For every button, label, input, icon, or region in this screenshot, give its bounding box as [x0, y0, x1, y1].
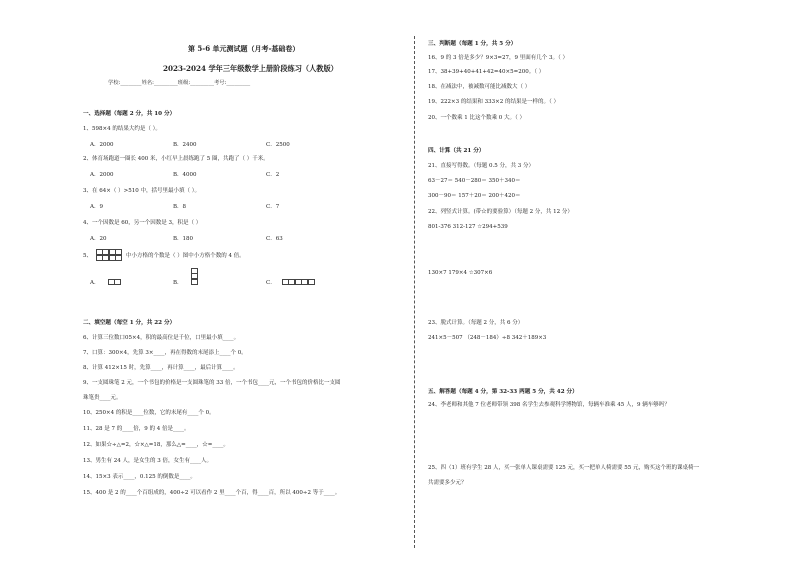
question-16: 16、9 的 3 倍是多少？9×3=27，9 里面有几个 3。（ ） — [428, 55, 568, 61]
question-13: 13、男生有 24 人，是女生的 3 倍，女生有____人。 — [83, 458, 212, 464]
question-17: 17、38+39+40+41+42=40×5=200。（ ） — [428, 69, 545, 75]
question-23-row: 241×5－507 （248－184）÷8 342＋189×3 — [428, 335, 547, 341]
question-3: 3、在 64×（ ）>510 中，括号里最小填（ ）。 — [83, 188, 200, 194]
question-21: 21、直接写得数。（每题 0.5 分，共 3 分） — [428, 163, 534, 169]
question-24: 24、李老师和其他 7 位老师带领 398 名学生去参观科学博物馆，每辆车准乘 45 人，9 辆车够吗？ — [428, 402, 670, 408]
question-4: 4、一个因数是 60，另一个因数是 3，积是（ ） — [83, 220, 202, 226]
q4-option-a: A．20 — [90, 236, 107, 242]
q5-option-a: A． — [90, 280, 100, 286]
q3-option-a: A．9 — [90, 204, 103, 210]
question-5-text: 中小方格的个数是（ ）图中小方格个数的 4 倍。 — [126, 253, 245, 259]
question-23: 23、脱式计算。（每题 2 分，共 6 分） — [428, 320, 524, 326]
q5-option-c: C． — [266, 280, 276, 286]
q3-option-c: C．7 — [266, 204, 280, 210]
student-info-line: 学校:________姓名:_________班级:_________考号:_________ — [108, 80, 251, 86]
page-subtitle: 2023-2024 学年三年级数学上册阶段练习（人教版） — [163, 64, 338, 73]
question-21-row1: 63－27＝ 540－280＝ 350＋340＝ — [428, 178, 521, 184]
column-divider — [414, 36, 415, 548]
q5-option-c-figure — [282, 279, 314, 285]
section-solve-heading: 五、解答题（每题 4 分，第 32-33 两题 5 分，共 42 分） — [428, 389, 578, 395]
question-14: 14、15×3 表示____，0.125 的倒数是____。 — [83, 474, 196, 480]
question-15: 15、400 是 2 的____个百组成的，400÷2 可以看作 2 里____个百，得____百，所以 400÷2 等于____。 — [83, 490, 341, 496]
question-21-row2: 300－90＝ 157＋20＝ 200＋420＝ — [428, 193, 521, 199]
q3-option-b: B．8 — [173, 204, 187, 210]
question-9-line2: 珠笔贵____元。 — [83, 395, 122, 401]
question-5-number: 5、 — [83, 253, 92, 259]
section-judge-heading: 三、判断题（每题 1 分，共 5 分） — [428, 41, 517, 47]
q5-option-b-figure — [191, 268, 198, 284]
question-22-row2: 130×7 179×4 ☆307×6 — [428, 270, 493, 276]
section-calc-heading: 四、计算（共 21 分） — [428, 148, 485, 154]
question-9-line1: 9、一支圆珠笔 2 元，一个书包的价格是一支圆珠笔的 33 倍，一个书包____元，一个书包的价格比一支圆 — [83, 380, 341, 386]
q1-option-b: B．2400 — [173, 142, 197, 148]
q2-option-c: C．2 — [266, 172, 280, 178]
q5-option-b: B． — [173, 280, 183, 286]
question-25-line1: 25、四（1）班有学生 28 人，买一张单人课桌需要 125 元，买一把单人椅需要 55 元，购买这个班的课桌椅一 — [428, 465, 699, 471]
question-18: 18、在减法中，被减数可能比减数大（ ） — [428, 84, 531, 90]
section-choice-heading: 一、选择题（每题 2 分，共 10 分） — [83, 111, 176, 117]
q1-option-c: C．2500 — [266, 142, 290, 148]
q5-option-a-figure — [108, 279, 121, 285]
question-20: 20、一个数乘 1 比这个数乘 0 大。（ ） — [428, 115, 525, 121]
q4-option-b: B．180 — [173, 236, 194, 242]
q5-grid-figure — [96, 249, 122, 261]
question-22-row1: 801-376 312-127 ☆294+539 — [428, 224, 508, 230]
question-1: 1、598×4 的结果大约是（ ）。 — [83, 126, 161, 132]
question-11: 11、28 是 7 的____倍，9 的 4 倍是____。 — [83, 426, 190, 432]
question-10: 10、250×4 的积是____位数，它的末尾有____个 0。 — [83, 410, 215, 416]
question-12: 12、如果☆÷△=2，☆×△=18，那么△=____，☆=____。 — [83, 442, 229, 448]
question-19: 19、222×3 的结果和 333×2 的结果是一样的。（ ） — [428, 99, 559, 105]
q2-option-b: B．4000 — [173, 172, 197, 178]
question-25-line2: 共需要多少元？ — [428, 480, 467, 486]
q4-option-c: C．63 — [266, 236, 283, 242]
q1-option-a: A．2000 — [90, 142, 114, 148]
q2-option-a: A．2000 — [90, 172, 114, 178]
question-7: 7、口算：300×4，先算 3×____，再在得数的末尾添上____个 0。 — [83, 350, 247, 356]
question-8: 8、计算 412×15 时，先算____，再计算____，最后计算____。 — [83, 365, 239, 371]
page-title: 第 5-6 单元测试题（月考-基础卷） — [188, 44, 300, 53]
question-6: 6、计算三位数口05×4，积的最高位是千位，口里最小填____。 — [83, 335, 240, 341]
section-fill-heading: 二、填空题（每空 1 分，共 22 分） — [83, 320, 176, 326]
question-2: 2、体育场跑道一圈长 400 米，小红早上晨练跑了 5 圈，共跑了（ ）千米。 — [83, 156, 269, 162]
question-22: 22、列竖式计算。(带☆的要验算）（每题 2 分，共 12 分） — [428, 209, 573, 215]
